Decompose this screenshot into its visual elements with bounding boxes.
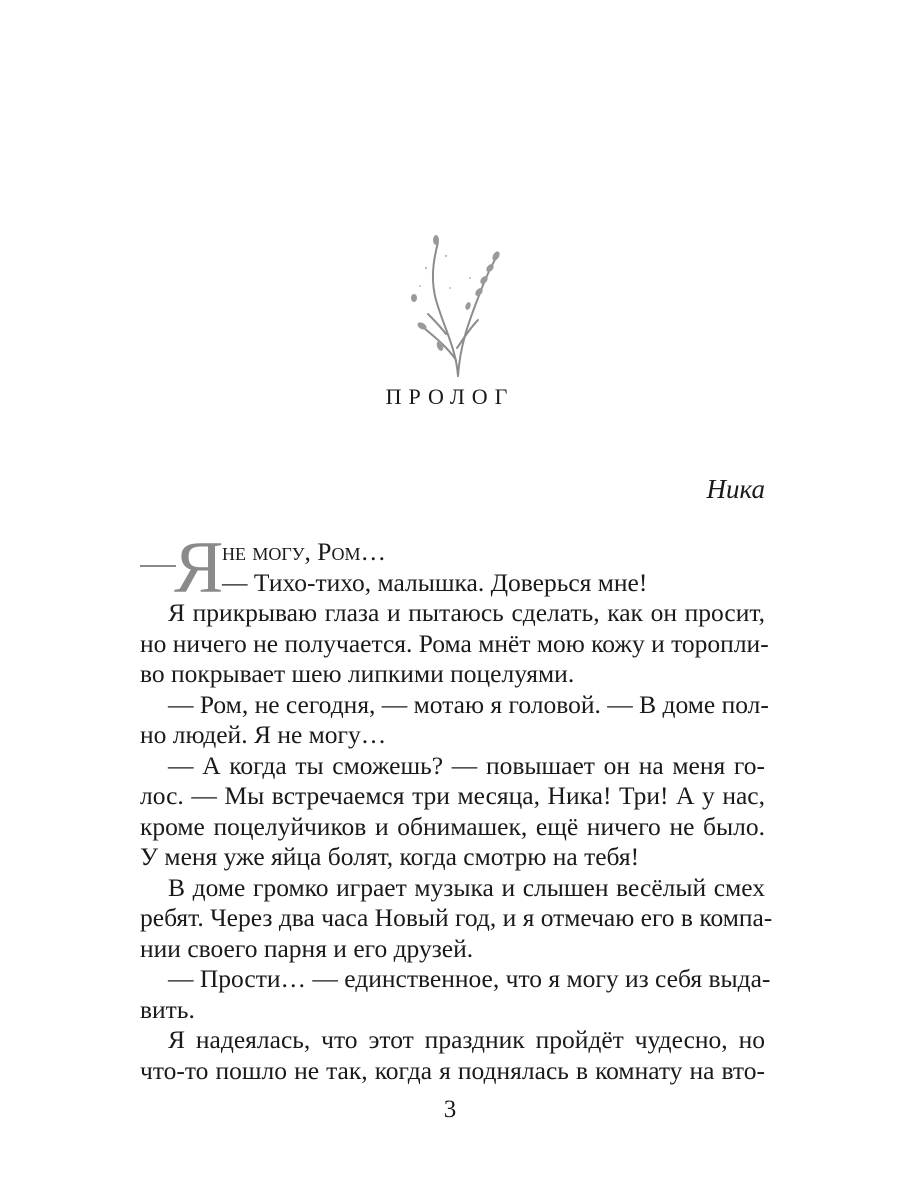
text-line: во покрывает шею липкими поцелуями. xyxy=(140,659,575,688)
page-number: 3 xyxy=(443,1096,457,1123)
text-line: кроме поцелуйчиков и обнимашек, ещё ничего не было. xyxy=(140,811,765,841)
body-text xyxy=(140,527,773,1086)
text-line: лос. — Мы встречаемся три месяца, Ника! Три! А у нас, xyxy=(140,781,765,810)
drop-cap xyxy=(140,527,224,609)
text-line: Я надеялась, что этот праздник пройдёт чудесно, но xyxy=(168,1025,765,1054)
text-line: ребят. Через два часа Новый год, и я отмечаю его в компа- xyxy=(140,903,773,932)
text-line: вить. xyxy=(140,994,195,1024)
text-line: В доме громко играет музыка и слышен весёлый смех xyxy=(168,872,765,902)
text-line: У меня уже яйца болят, когда смотрю на тебя! xyxy=(140,842,640,871)
narrator-name: Ника xyxy=(706,474,765,504)
text-line: нии своего парня и его друзей. xyxy=(140,933,474,963)
drop-cap-letter: Я xyxy=(174,527,224,609)
drop-cap-dash xyxy=(140,565,176,567)
chapter-title: ПРОЛОГ xyxy=(385,384,515,409)
text-line: — Ром, не сегодня, — мотаю я головой. — В доме пол- xyxy=(168,689,769,719)
drop-cap-block xyxy=(140,527,765,609)
text-line: не могу, Ром… xyxy=(222,537,386,566)
text-line: Я прикрываю глаза и пытаюсь сделать, как он просит, xyxy=(168,598,765,627)
text-line: — А когда ты сможешь? — повышает он на меня го- xyxy=(168,750,765,780)
text-line: но ничего не получается. Рома мнёт мою кожу и торопли- xyxy=(140,628,769,658)
text-line: что-то пошло не так, когда я поднялась в комнату на вто- xyxy=(140,1055,765,1085)
text-line: — Тихо-тихо, малышка. Доверься мне! xyxy=(222,567,648,597)
text-line: но людей. Я не могу… xyxy=(140,720,387,749)
botanical-sprig-icon xyxy=(400,228,510,378)
text-line: — Прости… — единственное, что я могу из себя выда- xyxy=(168,964,771,993)
